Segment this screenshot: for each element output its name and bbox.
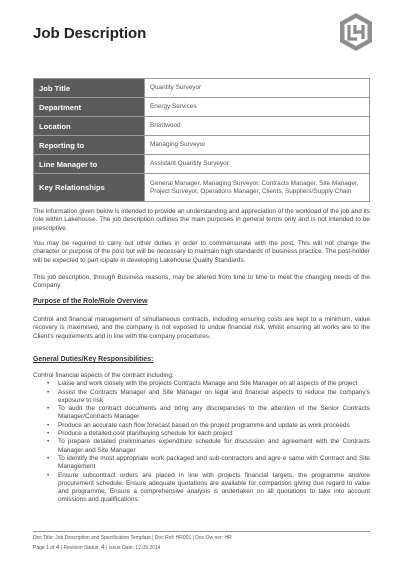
job-info-table	[33, 78, 370, 202]
duties-heading: General Duties/Key Responsibilities:	[33, 356, 154, 363]
row-label: Department	[34, 98, 145, 117]
intro-paragraph: The information given below is intended to provide an understanding and appreciation of the workload of the job and its role within Lakehouse. The job description outlines the main purposes in general terms only and is not intended to be prescriptive.	[33, 208, 370, 232]
row-value: Quantity Surveyor	[145, 79, 370, 98]
intro-paragraph: This job description, through Business reasons, may be altered from time to time to meet the changing needs of the Company.	[33, 274, 370, 290]
list-item: • To identify the most appropriate work packaged and sub-contractors and agre e same with Contract and Site Management	[58, 455, 370, 472]
footer-divider	[33, 531, 370, 532]
purpose-paragraph: Control and financial management of simultaneous contracts, including ensuring costs are kept to a minimum, value recovery is maximised, and the company is not exposed to undue financial risk, whilst ensuring all works are to the Client's requirements and in line with the company procedures.	[33, 316, 370, 340]
list-item: • Produce a detailed cost plan/buying schedule for each project	[58, 430, 370, 438]
revision-value: 4	[101, 544, 105, 551]
page-total: 4	[55, 544, 60, 551]
row-value: Energy Services	[145, 98, 370, 117]
list-item: • To audit the contract documents and bring any discrepancies to the attention of the Senior Contracts Manager/Contracts Manager	[58, 405, 370, 422]
list-item: • Assist the Contracts Manager and Site Manager on legal and financial aspects to reduce the company's exposure to risk	[58, 389, 370, 406]
table-row	[34, 136, 370, 155]
row-value: Assistant Quantity Surveyor	[145, 155, 370, 174]
row-value: Brentwood	[145, 117, 370, 136]
row-value: General Manager, Managing Surveyor, Contracts Manager, Site Manager, Project Surveyor, Operations Manager, Clients, Suppliers/Supply Chain	[145, 174, 370, 202]
row-value: Managing Surveyor	[145, 136, 370, 155]
row-label: Reporting to	[34, 136, 145, 155]
page-label: Page 1 of	[33, 545, 55, 551]
row-label: Key Relationships	[34, 174, 145, 202]
footer-page-info	[33, 544, 370, 551]
row-label: Location	[34, 117, 145, 136]
table-row	[34, 174, 370, 202]
list-item: • Produce an accurate cash flow forecast based on the project programme and update as work proceeds	[58, 422, 370, 430]
table-row	[34, 98, 370, 117]
purpose-heading: Purpose of the Role/Role Overview	[33, 298, 148, 305]
table-row	[34, 117, 370, 136]
footer-doc-info: Doc Title: Job Description and Specification Template | Doc Ref: HR001 | Doc Ow ner: HR	[33, 535, 232, 541]
duties-list	[33, 372, 370, 505]
table-row	[34, 155, 370, 174]
revision-label: | Revision Status:	[60, 545, 100, 551]
list-item: • To prepare detailed preliminaries expenditure schedule for discussion and agreement with the Contracts Manager and Site Manager	[58, 438, 370, 455]
list-item: • Ensure subcontract orders are placed in line with projects financial targets, the programme and/ore procurement schedule. Ensure adequate quotations are available for comparison giving due regard to value and programme. Ensure a comprehensive analysis is undertaken on all quotations to take into account omissions and qualifications.	[58, 472, 370, 505]
row-label: Line Manager to	[34, 155, 145, 174]
hexagon-lh-logo-icon	[338, 12, 374, 52]
table-row	[34, 79, 370, 98]
issue-date: | Issue Date: 12.09.2014	[106, 545, 161, 551]
list-item: • Liaise and work closely with the projects Contracts Manage and Site Manager on all aspects of the project	[58, 380, 370, 388]
duties-intro: Control financial aspects of the contract including:	[33, 372, 174, 379]
page-title: Job Description	[33, 25, 147, 42]
intro-paragraph: You may be required to carry out other duties in order to commensurate with the post. This will not change the character or purpose of the post but will be necessary to maintain high standards of business practice. The post-holder will be expected to part icipate in developing Lakehouse Quality Standards.	[33, 240, 370, 264]
row-label: Job Title	[34, 79, 145, 98]
